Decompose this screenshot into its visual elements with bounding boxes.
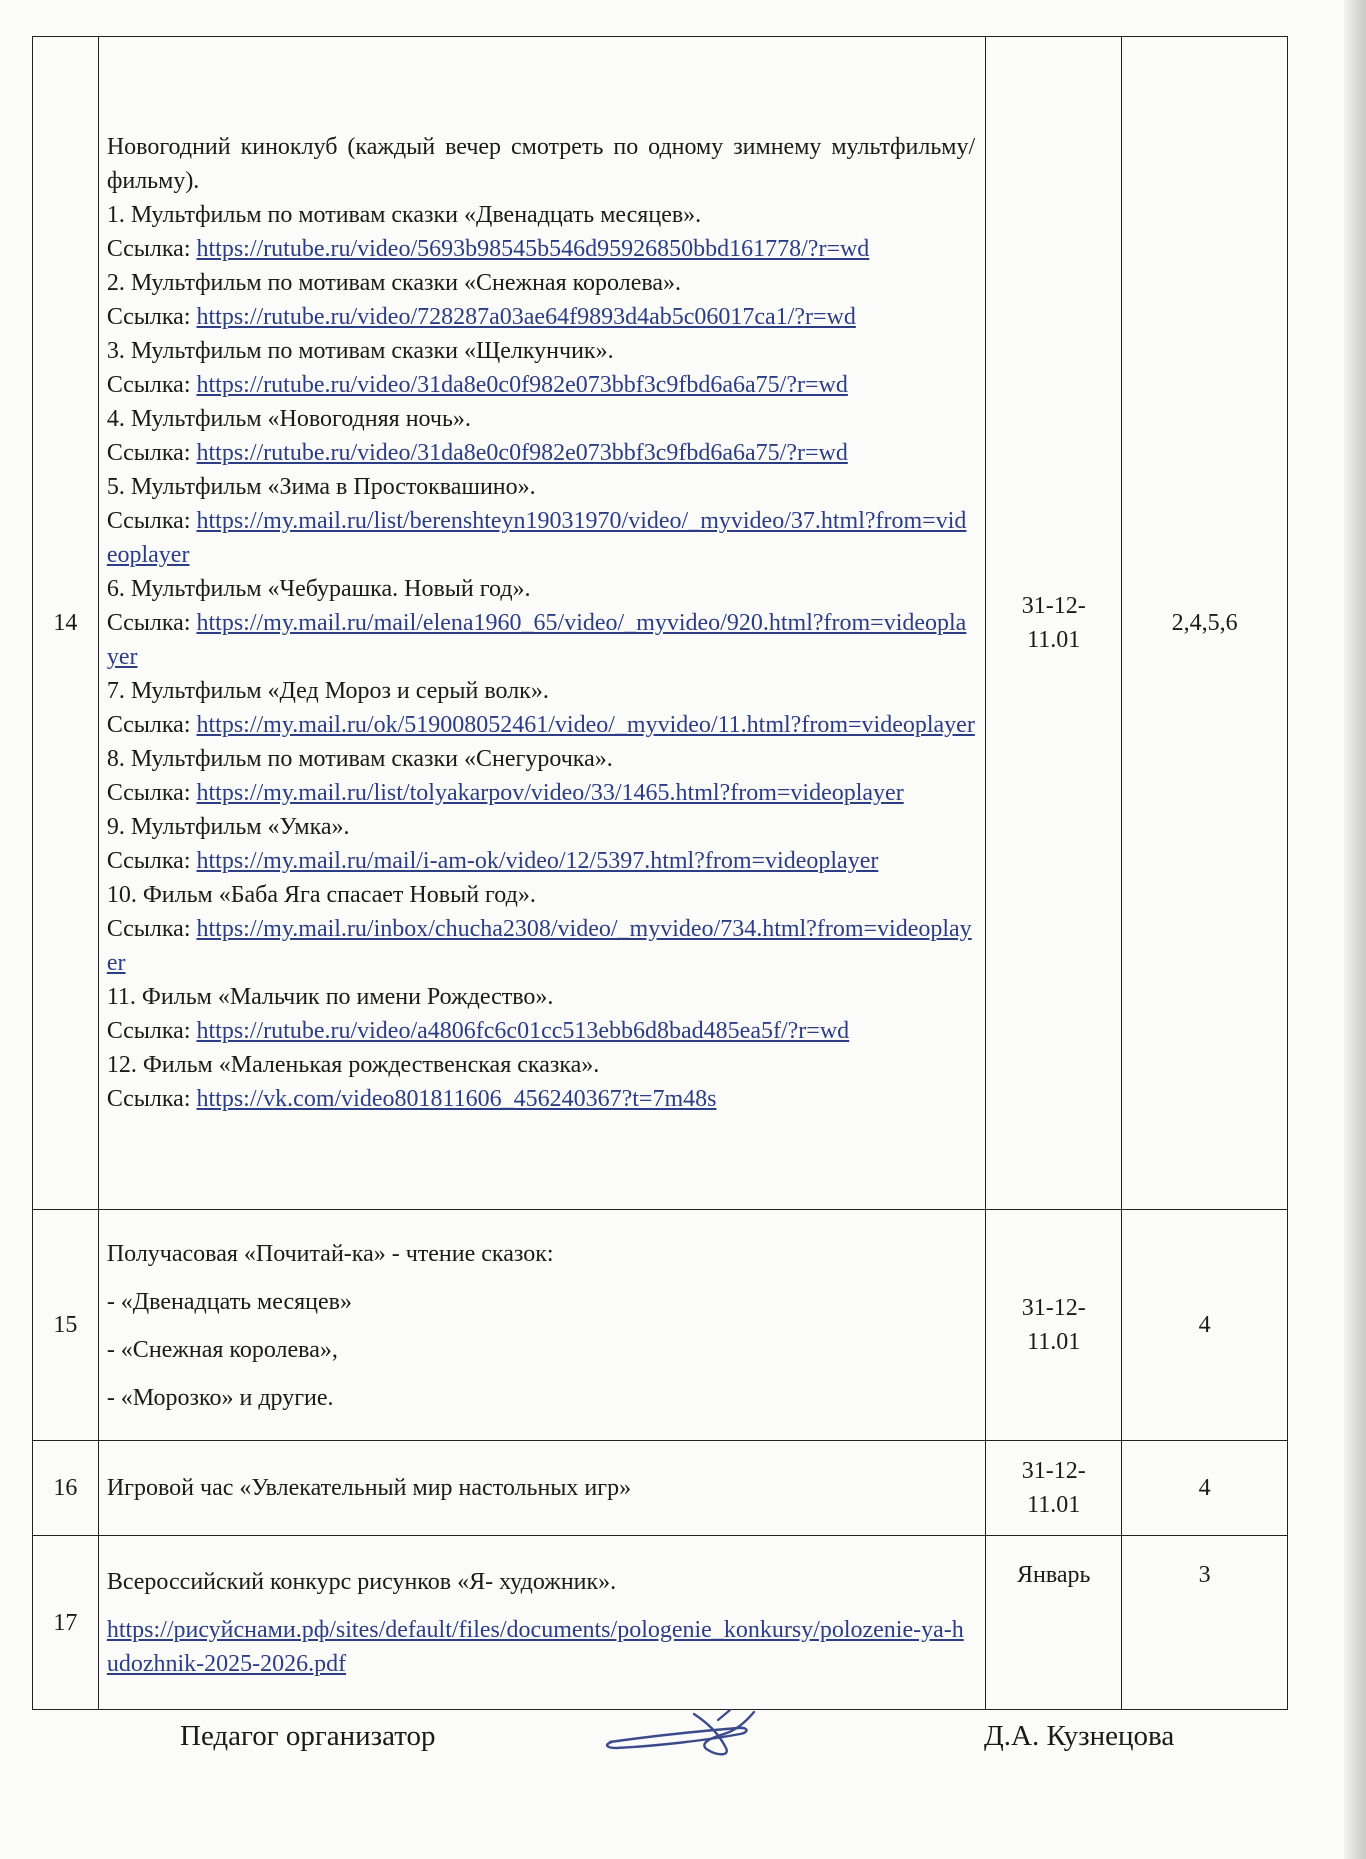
date-cell xyxy=(986,1210,1122,1441)
date-start: 31-12- xyxy=(1021,1458,1086,1484)
movie-title: 10. Фильм «Баба Яга спасает Новый год». xyxy=(106,882,536,908)
row-number: 17 xyxy=(33,1536,99,1710)
movie-title: 4. Мультфильм «Новогодняя ночь». xyxy=(106,406,471,432)
activity-title: Игровой час «Увлекательный мир настольных игр» xyxy=(106,1475,632,1501)
list-item: - «Снежная королева», xyxy=(106,1337,338,1363)
groups-cell: 2,4,5,6 xyxy=(1122,37,1288,1210)
movie-link[interactable]: https://my.mail.ru/ok/519008052461/video/_myvideo/11.html?from=videoplayer xyxy=(196,712,975,738)
table-row xyxy=(33,1210,1288,1441)
link-label: Ссылка: xyxy=(106,1018,191,1044)
movie-title: 1. Мультфильм по мотивам сказки «Двенадцать месяцев». xyxy=(106,202,702,228)
movie-link-line xyxy=(107,912,975,980)
movie-link-line xyxy=(107,1014,975,1048)
activity-cell xyxy=(98,1536,985,1710)
signer-name: Д.А. Кузнецова xyxy=(984,1720,1175,1752)
table-row xyxy=(33,1536,1288,1710)
groups-cell: 3 xyxy=(1122,1536,1288,1710)
date-cell xyxy=(986,37,1122,1210)
movie-link-line xyxy=(107,368,975,402)
movie-link-line xyxy=(107,1082,975,1116)
movie-title: 7. Мультфильм «Дед Мороз и серый волк». xyxy=(106,678,549,704)
movie-link[interactable]: https://my.mail.ru/list/tolyakarpov/video/33/1465.html?from=videoplayer xyxy=(196,780,904,806)
movie-link-line xyxy=(107,708,975,742)
movie-title: 5. Мультфильм «Зима в Простоквашино». xyxy=(106,474,536,500)
handwritten-signature xyxy=(598,1698,768,1776)
movie-title: 9. Мультфильм «Умка». xyxy=(106,814,350,840)
movie-title: 12. Фильм «Маленькая рождественская сказка». xyxy=(106,1052,600,1078)
movie-link[interactable]: https://my.mail.ru/mail/elena1960_65/video/_myvideo/920.html?from=videoplayer xyxy=(106,610,967,670)
link-label: Ссылка: xyxy=(106,916,191,942)
date-cell: Январь xyxy=(986,1536,1122,1710)
movie-title: 8. Мультфильм по мотивам сказки «Снегурочка». xyxy=(106,746,613,772)
date-start: 31-12- xyxy=(1021,593,1086,619)
movie-link[interactable]: https://rutube.ru/video/a4806fc6c01cc513ebb6d8bad485ea5f/?r=wd xyxy=(196,1018,850,1044)
date-end: 11.01 xyxy=(1027,1329,1081,1355)
list-item: - «Морозко» и другие. xyxy=(106,1385,334,1411)
signature-block xyxy=(0,1712,1366,1772)
movie-title: 2. Мультфильм по мотивам сказки «Снежная королева». xyxy=(106,270,682,296)
movie-link-line xyxy=(107,776,975,810)
table-row xyxy=(33,37,1288,1210)
movie-link-line xyxy=(107,606,975,674)
contest-link[interactable]: https://рисуйснами.рф/sites/default/files/documents/pologenie_konkursy/polozenie-ya-hudozhnik-2025-2026.pdf xyxy=(106,1616,964,1677)
movie-link-line xyxy=(107,232,975,266)
movie-link[interactable]: https://rutube.ru/video/728287a03ae64f9893d4ab5c06017ca1/?r=wd xyxy=(196,304,856,330)
date-cell xyxy=(986,1441,1122,1536)
page-edge xyxy=(1344,0,1366,1859)
movie-link[interactable]: https://rutube.ru/video/31da8e0c0f982e073bbf3c9fbd6a6a75/?r=wd xyxy=(196,372,848,398)
movie-link[interactable]: https://my.mail.ru/list/berenshteyn19031970/video/_myvideo/37.html?from=videoplayer xyxy=(106,508,967,568)
link-label: Ссылка: xyxy=(106,1086,191,1112)
movie-link-line xyxy=(107,504,975,572)
activity-title: Получасовая «Почитай-ка» - чтение сказок: xyxy=(106,1241,554,1267)
movie-title: 11. Фильм «Мальчик по имени Рождество». xyxy=(106,984,554,1010)
movie-link[interactable]: https://vk.com/video801811606_456240367?t=7m48s xyxy=(196,1086,717,1112)
link-label: Ссылка: xyxy=(106,372,191,398)
link-label: Ссылка: xyxy=(106,304,191,330)
link-label: Ссылка: xyxy=(106,780,191,806)
link-label: Ссылка: xyxy=(106,236,191,262)
signer-role: Педагог организатор xyxy=(180,1720,436,1752)
table-row xyxy=(33,1441,1288,1536)
activities-table xyxy=(32,36,1288,1710)
list-item: - «Двенадцать месяцев» xyxy=(106,1289,352,1315)
activity-title: Всероссийский конкурс рисунков «Я- художник». xyxy=(106,1568,617,1595)
movie-link-line xyxy=(107,844,975,878)
row-number: 15 xyxy=(33,1210,99,1441)
movie-list xyxy=(107,198,975,1116)
link-label: Ссылка: xyxy=(106,440,191,466)
movie-link-line xyxy=(107,436,975,470)
link-label: Ссылка: xyxy=(106,610,191,636)
date-start: 31-12- xyxy=(1021,1295,1086,1321)
link-label: Ссылка: xyxy=(106,848,191,874)
activity-cell xyxy=(98,1441,985,1536)
movie-title: 6. Мультфильм «Чебурашка. Новый год». xyxy=(106,576,531,602)
link-label: Ссылка: xyxy=(106,712,191,738)
activity-title: Новогодний киноклуб (каждый вечер смотреть по одному зимнему мультфильму/фильму). xyxy=(106,134,976,194)
date-end: 11.01 xyxy=(1027,1492,1081,1518)
movie-link-line xyxy=(107,300,975,334)
movie-link[interactable]: https://my.mail.ru/mail/i-am-ok/video/12/5397.html?from=videoplayer xyxy=(196,848,879,874)
activity-cell xyxy=(98,37,985,1210)
groups-cell: 4 xyxy=(1122,1210,1288,1441)
movie-link[interactable]: https://rutube.ru/video/31da8e0c0f982e073bbf3c9fbd6a6a75/?r=wd xyxy=(196,440,848,466)
link-label: Ссылка: xyxy=(106,508,191,534)
date-end: 11.01 xyxy=(1027,627,1081,653)
activity-cell xyxy=(98,1210,985,1441)
movie-title: 3. Мультфильм по мотивам сказки «Щелкунчик». xyxy=(106,338,614,364)
groups-cell: 4 xyxy=(1122,1441,1288,1536)
movie-link[interactable]: https://my.mail.ru/inbox/chucha2308/video/_myvideo/734.html?from=videoplayer xyxy=(106,916,972,976)
row-number: 14 xyxy=(33,37,99,1210)
row-number: 16 xyxy=(33,1441,99,1536)
movie-link[interactable]: https://rutube.ru/video/5693b98545b546d95926850bbd161778/?r=wd xyxy=(196,236,870,262)
